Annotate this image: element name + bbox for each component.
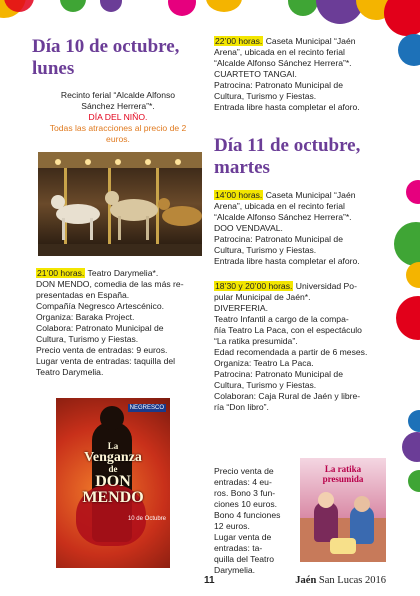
- event-detail: Edad recomendada a partir de 6 meses.: [214, 347, 368, 357]
- left-column: [32, 36, 204, 145]
- poster-line: DON: [95, 473, 131, 490]
- event-detail: Arena”, ubicada en el recinto ferial: [214, 47, 345, 57]
- poster-line: La: [107, 441, 119, 451]
- price-block: [214, 466, 298, 576]
- event-detail: DON MENDO, comedia de las más re-: [36, 279, 184, 289]
- poster-line: Venganza: [84, 450, 142, 465]
- event-detail: Cultura, Turismo y Fiestas.: [36, 334, 139, 344]
- decor-dot: [408, 470, 420, 492]
- event-time: 14’00 horas.: [215, 190, 263, 200]
- day10-heading: [32, 36, 204, 80]
- event-detail: CUARTETO TANGAI.: [214, 69, 297, 79]
- poster-date: 10 de Octubre: [127, 516, 166, 522]
- event-detail: DIVERFERIA.: [214, 303, 268, 313]
- event-detail: “Alcalde Alfonso Sánchez Herrera”*.: [214, 58, 352, 68]
- event-detail: Entrada libre hasta completar el aforo.: [214, 256, 360, 266]
- price-line: quilla del Teatro: [214, 554, 275, 564]
- publication-brand: [295, 575, 386, 586]
- kids-day-label: DÍA DEL NIÑO.: [88, 112, 148, 122]
- decor-dot: [402, 432, 420, 462]
- decor-dot: [288, 0, 318, 16]
- price-note: Todas las atracciones al precio de 2: [49, 123, 187, 133]
- event-detail: Compañía Negresco Artescénico.: [36, 301, 165, 311]
- event-detail: Colabora: Patronato Municipal de: [36, 323, 164, 333]
- price-line: ros. Bono 3 fun-: [214, 488, 276, 498]
- event-detail: Organiza: Baraka Project.: [36, 312, 135, 322]
- day11-heading: [214, 135, 386, 179]
- price-line: entradas: ta-: [214, 543, 263, 553]
- event-detail: Caseta Municipal “Jaén: [265, 190, 356, 200]
- decor-dot: [406, 262, 420, 288]
- decor-dot: [408, 410, 420, 432]
- carousel-photo: [38, 152, 202, 256]
- price-line: ciones 10 euros.: [214, 499, 278, 509]
- don-mendo-event: [36, 268, 206, 378]
- recinto-line: Sánchez Herrera”*.: [81, 101, 155, 111]
- ratika-photo: [300, 458, 386, 562]
- price-line: 12 euros.: [214, 521, 250, 531]
- price-line: Precio venta de: [214, 466, 274, 476]
- page-number: 11: [204, 575, 215, 586]
- decor-dot: [100, 0, 122, 12]
- right-column: [214, 36, 386, 413]
- price-line: entradas: 4 eu-: [214, 477, 272, 487]
- price-note: euros.: [106, 134, 130, 144]
- price-line: Lugar venta de: [214, 532, 272, 542]
- event-detail: Precio venta de entradas: 9 euros.: [36, 345, 168, 355]
- event-detail: ría “Don libro”.: [214, 402, 269, 412]
- event-place: Teatro Darymelia*.: [87, 268, 159, 278]
- poster-title: [56, 442, 170, 506]
- day10-heading-line1: Día 10 de octubre,: [32, 36, 180, 57]
- event-detail: Lugar venta de entradas: taquilla del: [36, 356, 176, 366]
- day11-heading-line1: Día 11 de octubre,: [214, 135, 361, 156]
- decor-dot: [60, 0, 86, 12]
- event-detail: ñía Teatro La Paca, con el espectáculo: [214, 325, 362, 335]
- event-detail: Patrocina: Patronato Municipal de: [214, 234, 343, 244]
- event-detail: “Alcalde Alfonso Sánchez Herrera”*.: [214, 212, 352, 222]
- event-detail: pular Municipal de Jaén*.: [214, 292, 311, 302]
- event-detail: DOO VENDAVAL.: [214, 223, 283, 233]
- event-detail: Colaboran: Caja Rural de Jaén y libre-: [214, 391, 361, 401]
- day10-heading-line2: lunes: [32, 58, 75, 79]
- event-detail: Patrocina: Patronato Municipal de: [214, 369, 343, 379]
- event-detail: Patrocina: Patronato Municipal de: [214, 80, 343, 90]
- event-detail: presentadas en España.: [36, 290, 130, 300]
- decor-dot: [406, 180, 420, 204]
- event-detail: Cultura, Turismo y Fiestas.: [214, 91, 317, 101]
- decor-dot: [206, 0, 242, 12]
- event-detail: Teatro Darymelia.: [36, 367, 104, 377]
- event-detail: Entrada libre hasta completar el aforo.: [214, 102, 360, 112]
- decor-dot: [168, 0, 196, 16]
- poster-line: de: [108, 464, 118, 474]
- poster-brand: NEGRESCO: [129, 405, 164, 411]
- event-detail: “La ratika presumida”.: [214, 336, 298, 346]
- event-time: 18’30 y 20’00 horas.: [215, 281, 293, 291]
- ratika-title: La ratika presumida: [322, 464, 364, 484]
- event-time: 22’00 horas.: [215, 36, 263, 46]
- price-line: Darymelia.: [214, 565, 256, 575]
- don-mendo-poster: [56, 398, 170, 568]
- decor-dot: [396, 296, 420, 340]
- event-detail: Teatro Infantil a cargo de la compa-: [214, 314, 349, 324]
- event-detail: Arena”, ubicada en el recinto ferial: [214, 201, 345, 211]
- poster-line: MENDO: [82, 489, 144, 506]
- day11-heading-line2: martes: [214, 157, 270, 178]
- event-detail: Universidad Po-: [295, 281, 357, 291]
- decor-dot: [398, 34, 420, 66]
- price-line: Bono 4 funciones: [214, 510, 281, 520]
- event-detail: Caseta Municipal “Jaén: [265, 36, 356, 46]
- brand-bold: Jaén: [295, 575, 317, 586]
- brand-rest: San Lucas 2016: [318, 575, 386, 586]
- decor-dot: [384, 0, 420, 36]
- event-detail: Cultura, Turismo y Fiestas.: [214, 380, 317, 390]
- event-detail: Cultura, Turismo y Fiestas.: [214, 245, 317, 255]
- event-time: 21’00 horas.: [37, 268, 85, 278]
- decor-dot: [394, 222, 420, 266]
- event-detail: Organiza: Teatro La Paca.: [214, 358, 314, 368]
- recinto-line: Recinto ferial “Alcalde Alfonso: [60, 90, 176, 100]
